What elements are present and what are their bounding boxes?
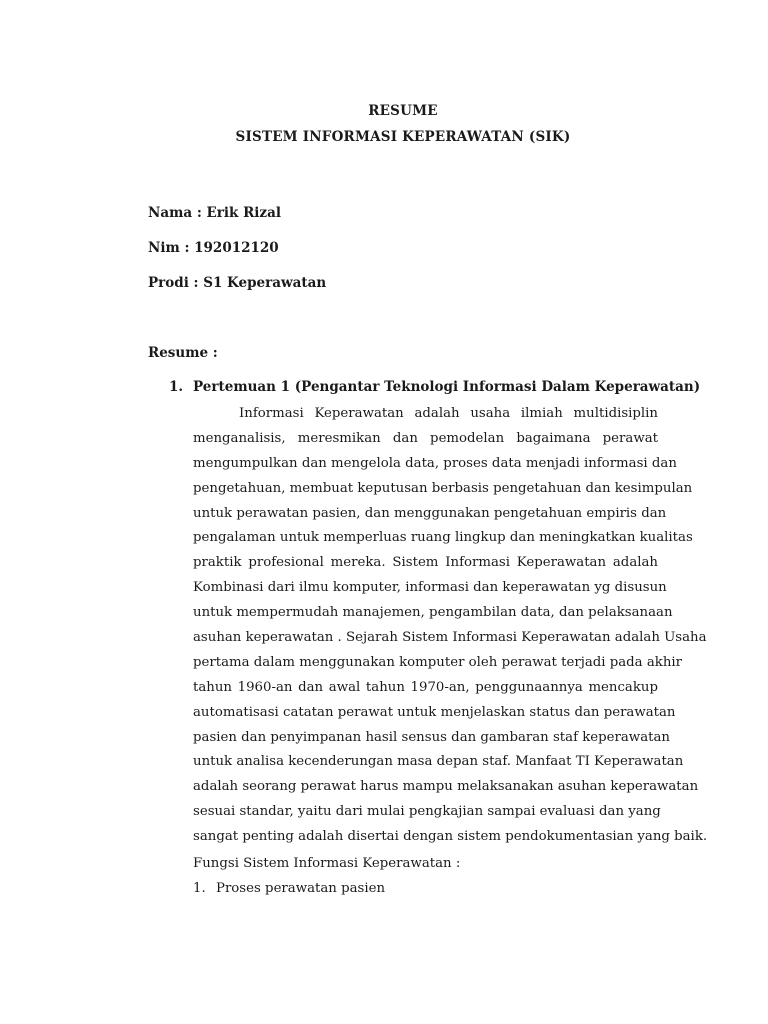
paragraph-line: untuk perawatan pasien, dan menggunakan pengetahuan empiris dan bbox=[193, 505, 667, 521]
paragraph-line: pertama dalam menggunakan komputer oleh perawat terjadi pada akhir bbox=[193, 654, 682, 670]
paragraph-line: mengumpulkan dan mengelola data, proses data menjadi informasi dan bbox=[193, 455, 677, 471]
paragraph-line: adalah seorang perawat harus mampu melaksanakan asuhan keperawatan bbox=[193, 779, 699, 795]
resume-label: Resume : bbox=[148, 345, 218, 361]
paragraph-line: asuhan keperawatan . Sejarah Sistem Informasi Keperawatan adalah Usaha bbox=[193, 630, 707, 646]
fungsi-list-item bbox=[193, 881, 385, 896]
section-1-heading-text: Pertemuan 1 (Pengantar Teknologi Informasi Dalam Keperawatan) bbox=[193, 379, 701, 395]
section-1-paragraph bbox=[193, 402, 708, 850]
document-title: RESUME bbox=[368, 103, 438, 119]
paragraph-line: tahun 1960-an dan awal tahun 1970-an, penggunaannya mencakup bbox=[193, 679, 658, 695]
paragraph-line: menganalisis, meresmikan dan pemodelan bagaimana perawat bbox=[193, 430, 658, 446]
fungsi-item-number: 1. bbox=[193, 881, 206, 896]
field-prodi: Prodi : S1 Keperawatan bbox=[148, 275, 327, 291]
paragraph-line: pasien dan penyimpanan hasil sensus dan gambaran staf keperawatan bbox=[193, 729, 670, 745]
paragraph-line: automatisasi catatan perawat untuk menjelaskan status dan perawatan bbox=[193, 704, 676, 720]
paragraph-line: Informasi Keperawatan adalah usaha ilmiah multidisiplin bbox=[239, 406, 658, 421]
paragraph-line: pengalaman untuk memperluas ruang lingkup dan meningkatkan kualitas bbox=[193, 530, 693, 546]
document-subtitle: SISTEM INFORMASI KEPERAWATAN (SIK) bbox=[235, 129, 571, 145]
field-nim: Nim : 192012120 bbox=[148, 240, 279, 256]
paragraph-line: Kombinasi dari ilmu komputer, informasi dan keperawatan yg disusun bbox=[193, 580, 667, 596]
paragraph-line: untuk mempermudah manajemen, pengambilan data, dan pelaksanaan bbox=[193, 605, 673, 621]
fungsi-heading: Fungsi Sistem Informasi Keperawatan : bbox=[193, 856, 461, 871]
paragraph-line: praktik profesional mereka. Sistem Informasi Keperawatan adalah bbox=[193, 555, 658, 571]
paragraph-line: sangat penting adalah disertai dengan sistem pendokumentasian yang baik. bbox=[193, 829, 708, 845]
section-1-number: 1. bbox=[169, 379, 184, 395]
field-nama: Nama : Erik Rizal bbox=[148, 205, 281, 221]
paragraph-line: untuk analisa kecenderungan masa depan staf. Manfaat TI Keperawatan bbox=[193, 754, 684, 770]
fungsi-item-text: Proses perawatan pasien bbox=[216, 881, 386, 896]
section-1-heading bbox=[169, 379, 700, 395]
paragraph-line: sesuai standar, yaitu dari mulai pengkajian sampai evaluasi dan yang bbox=[193, 804, 661, 820]
paragraph-line: pengetahuan, membuat keputusan berbasis pengetahuan dan kesimpulan bbox=[193, 480, 693, 496]
